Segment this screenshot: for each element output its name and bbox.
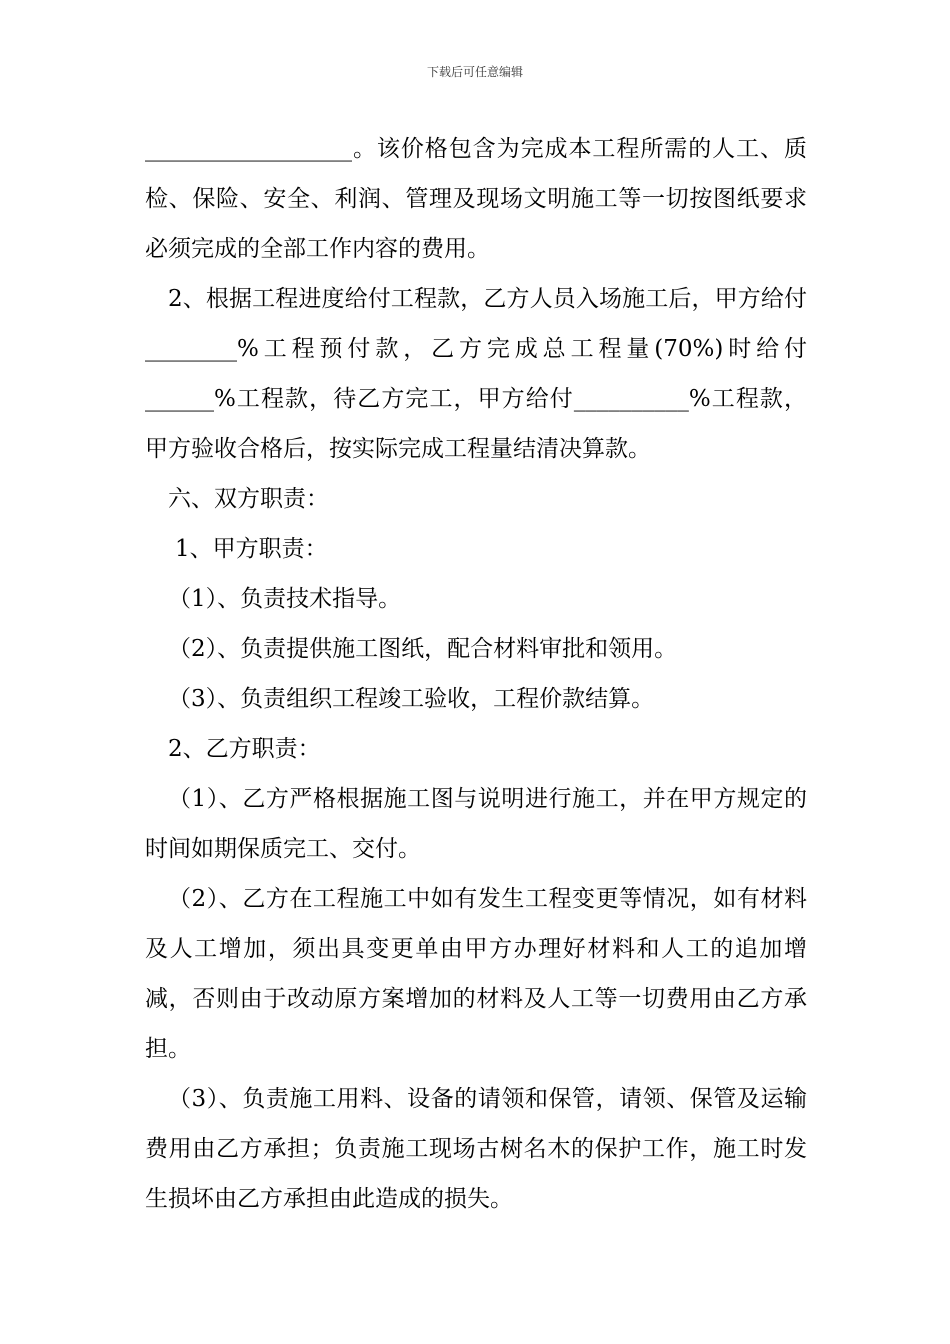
- document-body: [145, 124, 807, 1224]
- party-a-item-3: （3）、负责组织工程竣工验收，工程价款结算。: [168, 686, 655, 712]
- party-a-item-1: （1）、负责技术指导。: [168, 586, 402, 612]
- subheading-party-a: 1、甲方职责：: [175, 536, 328, 562]
- paragraph-price-clause: __________________。该价格包含为完成本工程所需的人工、质检、保险、安全、利润、管理及现场文明施工等一切按图纸要求必须完成的全部工作内容的费用。: [145, 136, 807, 262]
- subheading-party-b: 2、乙方职责：: [168, 736, 321, 762]
- party-b-item-3: （3）、负责施工用料、设备的请领和保管，请领、保管及运输费用由乙方承担；负责施工现场古树名木的保护工作，施工时发生损坏由乙方承担由此造成的损失。: [145, 1086, 807, 1212]
- paragraph-payment-terms: 2、根据工程进度给付工程款，乙方人员入场施工后，甲方给付________%工程预付款，乙方完成总工程量(70%)时给付______%工程款，待乙方完工，甲方给付__________%工程款，甲方验收合格后，按实际完成工程量结清决算款。: [145, 286, 807, 462]
- section-heading-responsibilities: 六、双方职责：: [168, 486, 329, 512]
- party-a-item-2: （2）、负责提供施工图纸，配合材料审批和领用。: [168, 636, 678, 662]
- page-header: 下载后可任意编辑: [426, 65, 523, 79]
- party-b-item-1: （1）、乙方严格根据施工图与说明进行施工，并在甲方规定的时间如期保质完工、交付。: [145, 786, 807, 862]
- party-b-item-2: （2）、乙方在工程施工中如有发生工程变更等情况，如有材料及人工增加，须出具变更单由甲方办理好材料和人工的追加增减，否则由于改动原方案增加的材料及人工等一切费用由乙方承担。: [145, 886, 807, 1062]
